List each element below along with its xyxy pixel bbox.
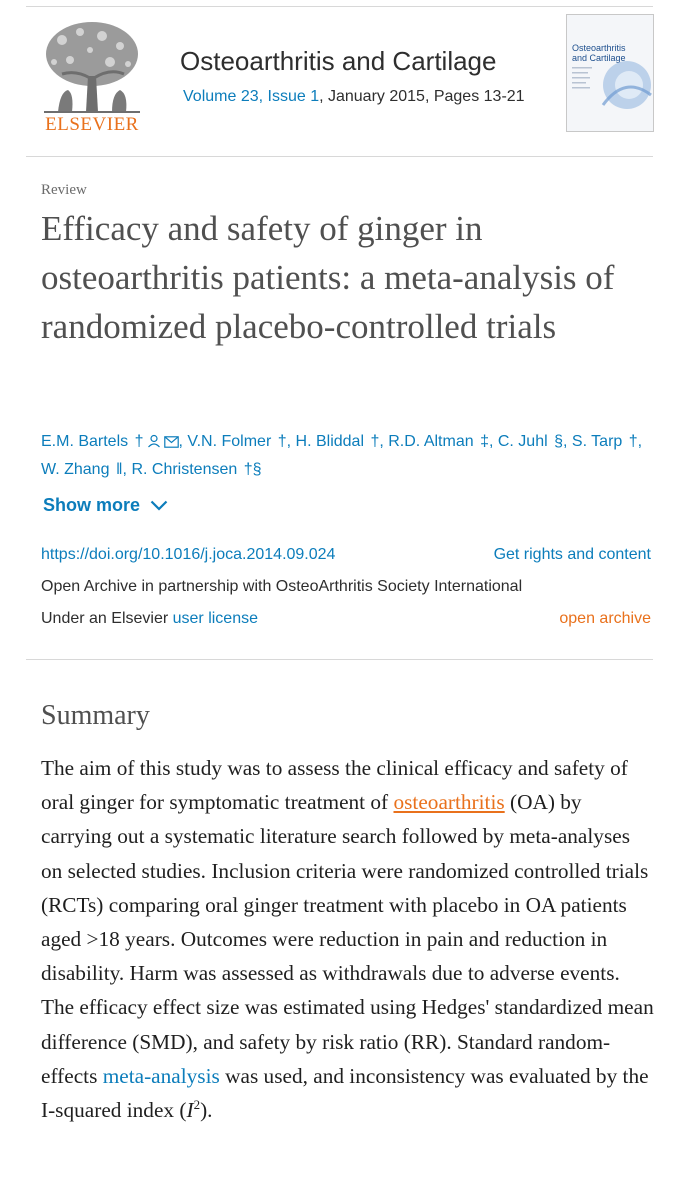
author-link[interactable]: C. Juhl §	[497, 433, 564, 450]
user-license-link[interactable]: user license	[172, 610, 258, 627]
volume-issue-link[interactable]: Volume 23, Issue 1	[183, 88, 320, 105]
author-link[interactable]: R. Christensen †§	[131, 461, 262, 478]
author-list: E.M. Bartels † , V.N. Folmer †, H. Bliddal †, R.D. Altman ‡, C. Juhl §, S. Tarp †, W. Zhang ‖, R. Christensen †§	[41, 433, 643, 478]
author-link[interactable]: R.D. Altman ‡	[388, 433, 489, 450]
open-archive-badge: open archive	[559, 610, 651, 627]
person-icon[interactable]	[147, 434, 161, 448]
envelope-icon[interactable]	[164, 436, 179, 448]
summary-heading: Summary	[41, 700, 150, 731]
rights-and-content-link[interactable]: Get rights and content	[493, 546, 651, 563]
article-type: Review	[41, 182, 87, 198]
issue-date-pages: , January 2015, Pages 13-21	[319, 88, 525, 105]
meta-analysis-link[interactable]: meta-analysis	[102, 1063, 220, 1088]
author-link[interactable]: H. Bliddal †	[295, 433, 380, 450]
section-divider	[26, 659, 653, 660]
journal-header	[26, 10, 653, 156]
show-more-button[interactable]: Show more	[43, 495, 168, 516]
journal-issue-info	[183, 88, 525, 106]
author-link[interactable]: E.M. Bartels †	[41, 433, 179, 450]
top-divider	[26, 6, 653, 7]
header-divider	[26, 156, 653, 157]
article-title: Efficacy and safety of ginger in osteoarthritis patients: a meta-analysis of randomized placebo-controlled trials	[41, 209, 615, 346]
author-link[interactable]: V.N. Folmer †	[187, 433, 287, 450]
author-link[interactable]: S. Tarp †	[571, 433, 638, 450]
open-archive-note: Open Archive in partnership with OsteoArthritis Society International	[41, 578, 523, 595]
journal-cover-thumbnail[interactable]	[566, 14, 654, 132]
doi-link[interactable]: https://doi.org/10.1016/j.joca.2014.09.024	[41, 546, 336, 563]
journal-title[interactable]: Osteoarthritis and Cartilage	[180, 46, 497, 76]
chevron-down-icon	[150, 500, 168, 511]
license-line: Under an Elsevier user license	[41, 610, 258, 627]
cover-title: Osteoarthritis and Cartilage	[572, 43, 626, 63]
elsevier-wordmark: ELSEVIER	[45, 114, 139, 135]
summary-text: The aim of this study was to assess the clinical efficacy and safety of oral ginger for symptomatic treatment of osteoarthritis (OA) by carrying out a systematic literature search followed by meta-analyses on selected studies. Inclusion criteria were randomized controlled trials (RCTs) comparing oral ginger treatment with placebo in OA patients aged >18 years. Outcomes were reduction in pain and reduction in disability. Harm was assessed as withdrawals due to adverse events. The efficacy effect size was estimated using Hedges' standardized mean difference (SMD), and safety by risk ratio (RR). Standard random-effects meta-analysis was used, and inconsistency was evaluated by the I-squared index $(I^2)$.	[41, 756, 654, 1123]
osteoarthritis-link[interactable]: osteoarthritis	[393, 790, 505, 815]
cover-artwork	[567, 15, 653, 131]
author-link[interactable]: W. Zhang ‖	[41, 461, 123, 478]
